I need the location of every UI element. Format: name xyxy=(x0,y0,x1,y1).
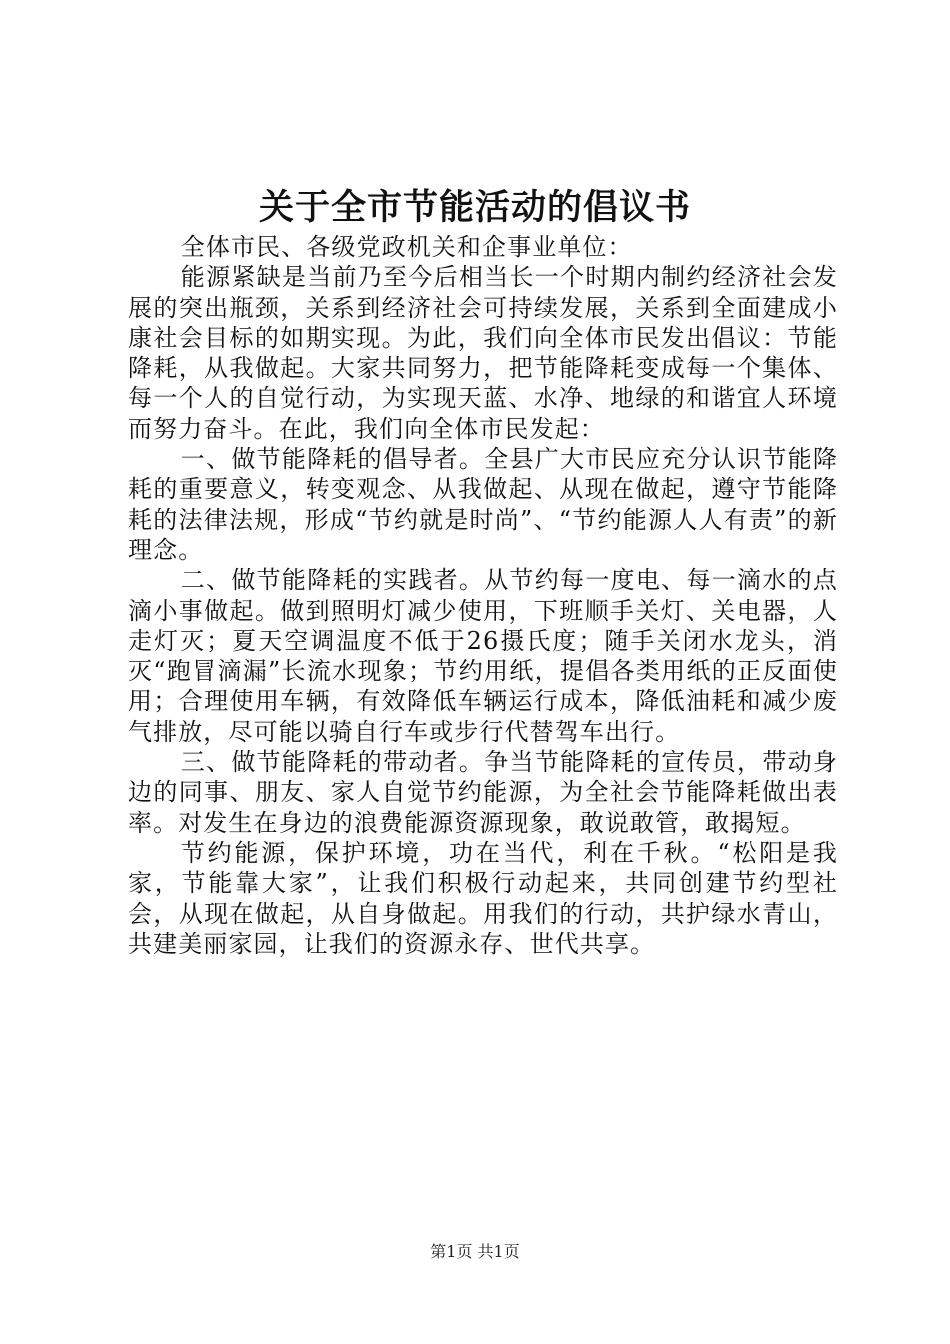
page-footer: 第1页 共1页 xyxy=(430,1242,520,1261)
paragraph-leader: 三、做节能降耗的带动者。争当节能降耗的宣传员，带动身边的同事、朋友、家人自觉节约能源，为全社会节能降耗做出表率。对发生在身边的浪费能源资源现象，敢说敢管，敢揭短。 xyxy=(128,748,838,837)
paragraph-advocate: 一、做节能降耗的倡导者。全县广大市民应充分认识节能降耗的重要意义，转变观念、从我做起、从现在做起，遵守节能降耗的法律法规，形成“节约就是时尚”、“节约能源人人有责”的新理念。 xyxy=(128,445,838,564)
document-body xyxy=(128,232,838,959)
salutation: 全体市民、各级党政机关和企事业单位： xyxy=(180,233,633,261)
document-title: 关于全市节能活动的倡议书 xyxy=(258,188,691,228)
paragraph-intro: 能源紧缺是当前乃至今后相当长一个时期内制约经济社会发展的突出瓶颈，关系到经济社会可持续发展，关系到全面建成小康社会目标的如期实现。为此，我们向全体市民发出倡议：节能降耗，从我做起。大家共同努力，把节能降耗变成每一个集体、每一个人的自觉行动，为实现天蓝、水净、地绿的和谐宜人环境而努力奋斗。在此，我们向全体市民发起： xyxy=(128,263,838,443)
paragraph-closing: 节约能源，保护环境，功在当代，利在千秋。“松阳是我家，节能靠大家”，让我们积极行动起来，共同创建节约型社会，从现在做起，从自身做起。用我们的行动，共护绿水青山，共建美丽家园，让我们的资源永存、世代共享。 xyxy=(128,838,838,958)
paragraph-practitioner: 二、做节能降耗的实践者。从节约每一度电、每一滴水的点滴小事做起。做到照明灯减少使用，下班顺手关灯、关电器，人走灯灭；夏天空调温度不低于26摄氏度；随手关闭水龙头，消灭“跑冒滴漏”长流水现象；节约用纸，提倡各类用纸的正反面使用；合理使用车辆，有效降低车辆运行成本，降低油耗和减少废气排放，尽可能以骑自行车或步行代替驾车出行。 xyxy=(128,566,838,746)
